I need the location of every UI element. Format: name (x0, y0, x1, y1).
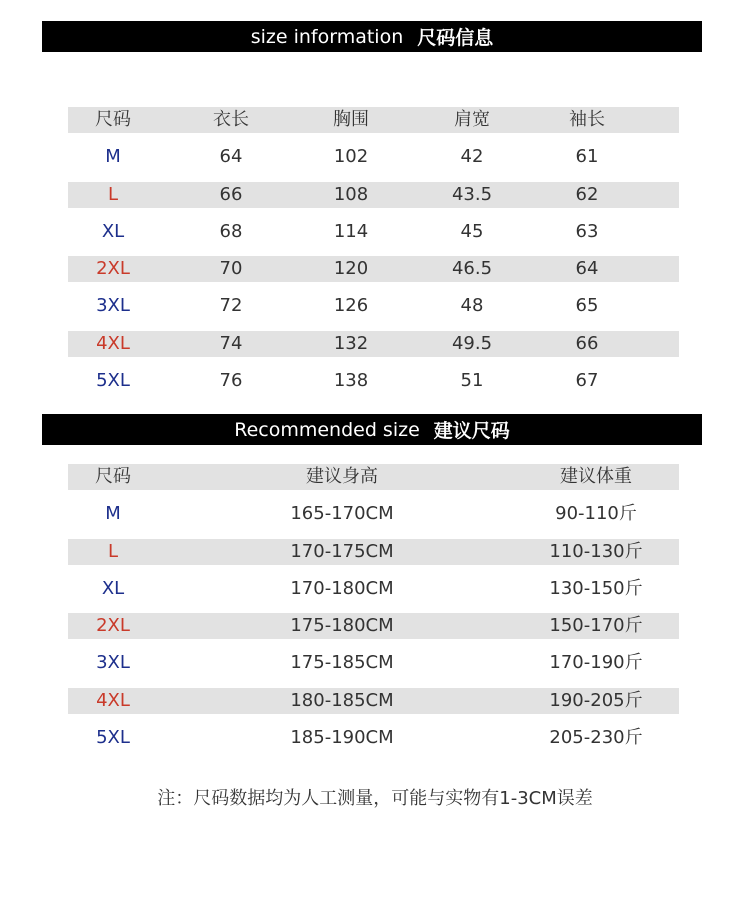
size-label: 5XL (96, 727, 130, 749)
size-label: 3XL (96, 652, 130, 674)
shoulder-value: 45 (460, 220, 484, 242)
weight-value: 205-230斤 (549, 727, 643, 749)
recommended-size-table (68, 462, 679, 760)
sleeve-value: 63 (575, 220, 599, 242)
recommended-table-header-row (68, 462, 679, 499)
chest-value: 138 (333, 370, 369, 392)
table-row (68, 648, 679, 685)
table-row (68, 329, 679, 366)
sleeve-value: 65 (575, 295, 599, 317)
weight-value: 170-190斤 (549, 652, 643, 674)
shoulder-value: 43.5 (451, 183, 493, 205)
height-value: 180-185CM (290, 689, 394, 711)
header-weight: 建议体重 (560, 466, 632, 487)
size-table-header-row (68, 105, 679, 142)
size-label: 5XL (96, 370, 130, 392)
chest-value: 108 (333, 183, 369, 205)
table-row (68, 537, 679, 574)
header-chest: 胸围 (333, 109, 369, 130)
table-row (68, 499, 679, 536)
table-row (68, 254, 679, 291)
size-information-table (68, 105, 679, 403)
sleeve-value: 64 (575, 258, 599, 280)
sleeve-value: 66 (575, 332, 599, 354)
height-value: 175-185CM (290, 652, 394, 674)
length-value: 70 (219, 258, 243, 280)
shoulder-value: 48 (460, 295, 484, 317)
size-label: 3XL (96, 295, 130, 317)
size-label: 4XL (96, 332, 130, 354)
height-value: 185-190CM (290, 727, 394, 749)
table-row (68, 142, 679, 179)
chest-value: 126 (333, 295, 369, 317)
weight-value: 150-170斤 (549, 615, 643, 637)
height-value: 175-180CM (290, 615, 394, 637)
size-label: XL (101, 577, 125, 599)
header-size: 尺码 (95, 109, 131, 130)
size-label: 2XL (96, 258, 130, 280)
header-length: 衣长 (213, 109, 249, 130)
length-value: 74 (219, 332, 243, 354)
header-shoulder: 肩宽 (454, 109, 490, 130)
header-sleeve: 袖长 (569, 109, 605, 130)
size-information-title-en: size information (250, 25, 404, 48)
size-label: M (105, 503, 121, 525)
header-size: 尺码 (95, 466, 131, 487)
height-value: 170-175CM (290, 540, 394, 562)
height-value: 170-180CM (290, 577, 394, 599)
size-label: XL (101, 220, 125, 242)
size-label: 2XL (96, 615, 130, 637)
height-value: 165-170CM (290, 503, 394, 525)
size-label: L (107, 540, 119, 562)
sleeve-value: 62 (575, 183, 599, 205)
length-value: 66 (219, 183, 243, 205)
shoulder-value: 46.5 (451, 258, 493, 280)
chest-value: 120 (333, 258, 369, 280)
table-row (68, 217, 679, 254)
table-row (68, 574, 679, 611)
table-row (68, 686, 679, 723)
sleeve-value: 67 (575, 370, 599, 392)
table-row (68, 611, 679, 648)
recommended-size-title-en: Recommended size (234, 418, 420, 441)
weight-value: 90-110斤 (555, 503, 637, 525)
shoulder-value: 49.5 (451, 332, 493, 354)
shoulder-value: 51 (460, 370, 484, 392)
chest-value: 114 (333, 220, 369, 242)
length-value: 68 (219, 220, 243, 242)
length-value: 72 (219, 295, 243, 317)
shoulder-value: 42 (460, 146, 484, 168)
length-value: 64 (219, 146, 243, 168)
sleeve-value: 61 (575, 146, 599, 168)
table-row (68, 366, 679, 403)
recommended-size-title-cn: 建议尺码 (433, 420, 510, 442)
chest-value: 102 (333, 146, 369, 168)
recommended-size-banner (42, 414, 702, 445)
size-information-banner (42, 21, 702, 52)
size-label: 4XL (96, 689, 130, 711)
size-information-title-cn: 尺码信息 (417, 27, 494, 49)
table-row (68, 291, 679, 328)
header-height: 建议身高 (306, 466, 378, 487)
length-value: 76 (219, 370, 243, 392)
chest-value: 132 (333, 332, 369, 354)
weight-value: 130-150斤 (549, 577, 643, 599)
size-label: M (105, 146, 121, 168)
table-row (68, 723, 679, 760)
size-label: L (107, 183, 119, 205)
weight-value: 190-205斤 (549, 689, 643, 711)
table-row (68, 180, 679, 217)
weight-value: 110-130斤 (549, 540, 643, 562)
measurement-note: 注：尺码数据均为人工测量，可能与实物有1-3CM误差 (157, 788, 593, 809)
